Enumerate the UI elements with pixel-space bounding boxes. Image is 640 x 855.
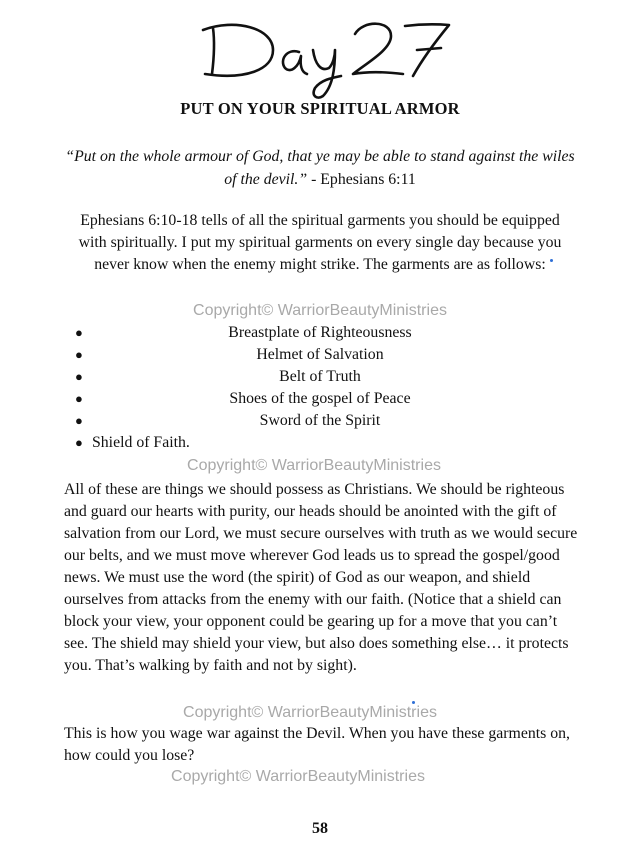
quote-reference: - Ephesians 6:11 xyxy=(307,171,416,188)
closing-paragraph: This is how you wage war against the Devil. When you have these garments on, how could you lose? xyxy=(64,725,570,764)
day-title-script-art xyxy=(195,8,455,103)
blue-dot-mark xyxy=(550,259,553,262)
bullet-icon: ● xyxy=(75,435,83,450)
copyright-watermark: Copyright© WarriorBeautyMinistries xyxy=(183,704,437,721)
list-item xyxy=(60,432,580,454)
page-number: 58 xyxy=(312,820,328,837)
list-item xyxy=(60,388,580,410)
copyright-watermark: Copyright© WarriorBeautyMinistries xyxy=(171,768,425,785)
quote-text: “Put on the whole armour of God, that ye may be able to stand against the wiles of the devil.” xyxy=(65,148,575,188)
list-item xyxy=(60,322,580,344)
bullet-icon: ● xyxy=(75,413,83,428)
list-item xyxy=(60,366,580,388)
body-paragraph: All of these are things we should possess as Christians. We should be righteous and guard our hearts with purity, our heads should be anointed with the gift of salvation from our Lord, we must secure ourselves with truth as we would secure our belts, and we must move wherever God leads us to spread the gospel/good news. We must use the word (the spirit) of God as our weapon, and shield ourselves from attacks from the enemy with our faith. (Notice that a shield can block your view, your opponent could be gearing up for a move that you can’t see. The shield may shield your view, but also does something else… it protects you. That’s walking by faith and not by sight). xyxy=(64,481,578,674)
armor-list xyxy=(60,322,580,454)
list-item xyxy=(60,410,580,432)
list-item-text: Sword of the Spirit xyxy=(259,412,381,429)
bullet-icon: ● xyxy=(75,391,83,406)
list-item-text: Belt of Truth xyxy=(279,368,361,385)
list-item-text: Shield of Faith. xyxy=(92,434,190,451)
list-item xyxy=(60,344,580,366)
scripture-quote xyxy=(58,145,582,191)
copyright-watermark: Copyright© WarriorBeautyMinistries xyxy=(187,457,441,474)
intro-paragraph: Ephesians 6:10-18 tells of all the spiritual garments you should be equipped with spiritually. I put my spiritual garments on every single day because you never know when the enemy might strike. The garments are as follows: xyxy=(78,212,562,273)
list-item-text: Helmet of Salvation xyxy=(256,346,384,363)
chapter-subtitle: PUT ON YOUR SPIRITUAL ARMOR xyxy=(180,99,460,118)
bullet-icon: ● xyxy=(75,369,83,384)
list-item-text: Shoes of the gospel of Peace xyxy=(229,390,411,407)
list-item-text: Breastplate of Righteousness xyxy=(228,324,412,341)
bullet-icon: ● xyxy=(75,325,83,340)
bullet-icon: ● xyxy=(75,347,83,362)
copyright-watermark: Copyright© WarriorBeautyMinistries xyxy=(193,302,447,319)
